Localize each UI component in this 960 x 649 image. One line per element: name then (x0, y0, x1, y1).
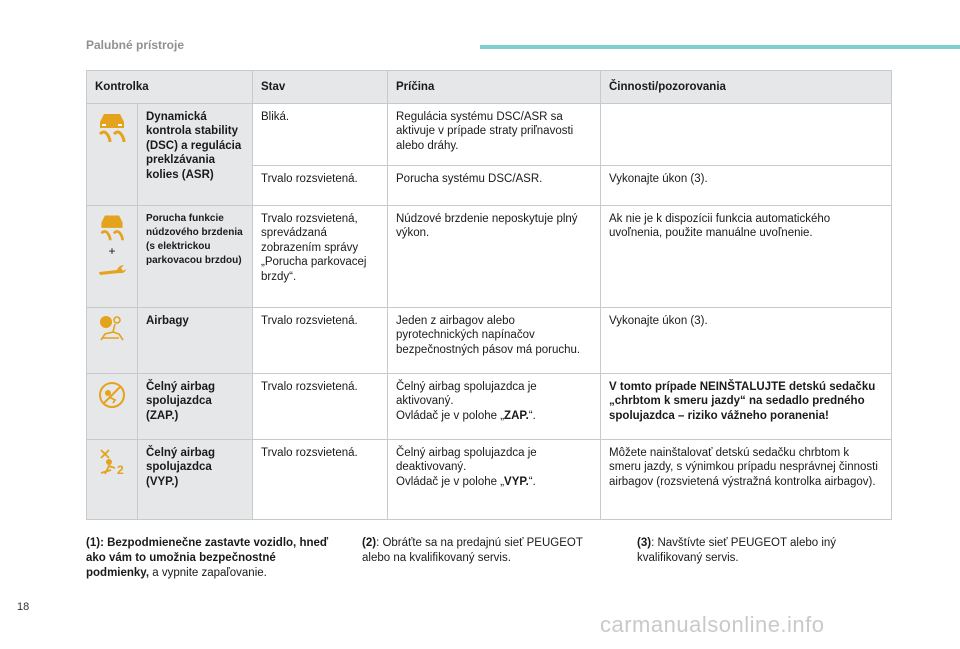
airbag-icon (95, 314, 129, 342)
page-number: 18 (17, 601, 30, 613)
stav-cell: Bliká. (253, 104, 388, 166)
cinnosti-cell: Môžete nainštalovať detskú sedačku chrbtom k smeru jazdy, s výnimkou prípadu nesprávnej činnosti airbagov (rozsvietená výstražná kontrolka airbagov). (601, 440, 892, 520)
cinnosti-cell: Vykonajte úkon (3). (601, 308, 892, 374)
warning-lamps-table (86, 70, 892, 520)
passenger-airbag-on-icon (95, 380, 129, 410)
lamp-name: Dynamická kontrola stability (DSC) a regulácia preklzávania kolies (ASR) (138, 104, 253, 206)
icon-cell (87, 440, 138, 520)
pricina-cell: Regulácia systému DSC/ASR sa aktivuje v prípade straty priľnavosti alebo dráhy. (388, 104, 601, 166)
pricina-cell: Núdzové brzdenie neposkytuje plný výkon. (388, 206, 601, 308)
cinnosti-cell: Vykonajte úkon (3). (601, 166, 892, 206)
cinnosti-cell: V tomto prípade NEINŠTALUJTE detskú sedačku „chrbtom k smeru jazdy“ na sedadlo predného spolujazdca – riziko vážneho poranenia! (601, 374, 892, 440)
stav-cell: Trvalo rozsvietená. (253, 440, 388, 520)
pricina-cell: Porucha systému DSC/ASR. (388, 166, 601, 206)
skid-car-icon (95, 110, 129, 144)
table-header-row (87, 71, 892, 104)
skid-car-icon (95, 212, 129, 242)
pricina-cell: Čelný airbag spolujazdca je deaktivovaný. Ovládač je v polohe „VYP.“. (388, 440, 601, 520)
table-row (87, 440, 892, 520)
pricina-cell: Čelný airbag spolujazdca je aktivovaný. Ovládač je v polohe „ZAP.“. (388, 374, 601, 440)
pricina-cell: Jeden z airbagov alebo pyrotechnických napínačov bezpečnostných pásov má poruchu. (388, 308, 601, 374)
icon-cell (87, 206, 138, 308)
footnote-2: (2): Obráťte sa na predajnú sieť PEUGEOT alebo na kvalifikovaný servis. (362, 537, 583, 564)
column-header-cinnosti: Činnosti/pozorovania (601, 71, 892, 104)
stav-cell: Trvalo rozsvietená. (253, 308, 388, 374)
watermark-text: carmanualsonline.info (600, 612, 825, 637)
header-accent-bar (480, 45, 960, 49)
stav-cell: Trvalo rozsvietená. (253, 166, 388, 206)
icon-cell (87, 104, 138, 206)
column-header-kontrolka: Kontrolka (87, 71, 253, 104)
lamp-name: Airbagy (138, 308, 253, 374)
footnote-3: (3): Navštívte sieť PEUGEOT alebo iný kvalifikovaný servis. (637, 537, 837, 564)
icon-cell (87, 374, 138, 440)
lamp-name: Čelný airbag spolujazdca (ZAP.) (138, 374, 253, 440)
column-header-stav: Stav (253, 71, 388, 104)
lamp-name: Porucha funkcie núdzového brzdenia (s elektrickou parkovacou brzdou) (138, 206, 253, 308)
lamp-name: Čelný airbag spolujazdca (VYP.) (138, 440, 253, 520)
cinnosti-cell: Ak nie je k dispozícii funkcia automatického uvoľnenia, použite manuálne uvoľnenie. (601, 206, 892, 308)
passenger-airbag-off-icon (95, 446, 129, 476)
table-row (87, 308, 892, 374)
svg-text:2: 2 (117, 463, 124, 476)
stav-cell: Trvalo rozsvietená, sprevádzaná zobrazením správy „Porucha parkovacej brzdy“. (253, 206, 388, 308)
column-header-pricina: Príčina (388, 71, 601, 104)
table-row (87, 374, 892, 440)
icon-cell (87, 308, 138, 374)
footnote-1: (1): Bezpodmienečne zastavte vozidlo, hneď ako vám to umožnia bezpečnostné podmienky, a vypnite zapaľovanie. (86, 537, 329, 579)
table-row (87, 206, 892, 308)
table-row (87, 104, 892, 166)
plus-sign: + (108, 244, 116, 258)
page-section-title: Palubné prístroje (86, 38, 185, 52)
wrench-icon (95, 261, 129, 277)
cinnosti-cell (601, 104, 892, 166)
stav-cell: Trvalo rozsvietená. (253, 374, 388, 440)
